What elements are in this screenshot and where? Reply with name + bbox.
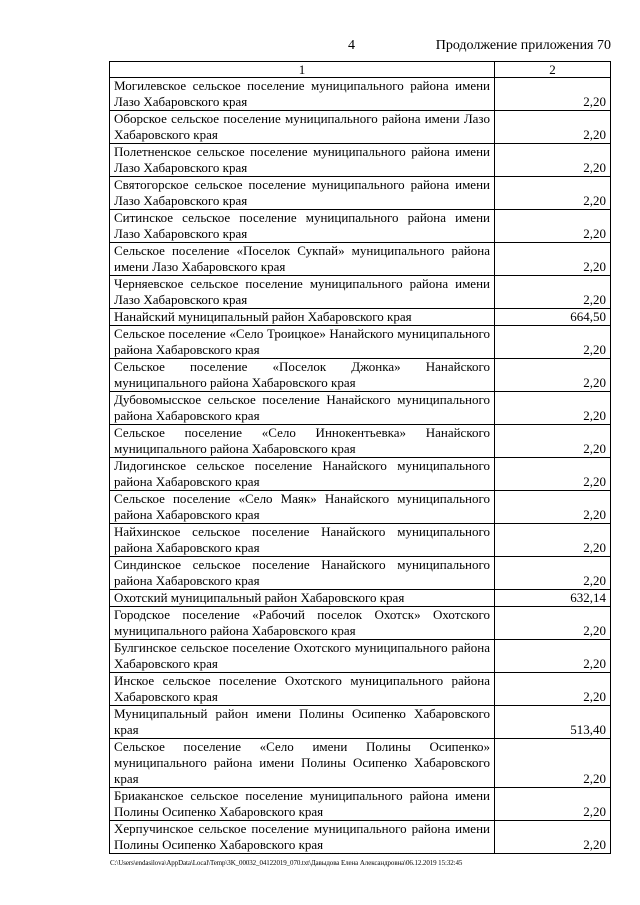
table-row <box>110 673 611 706</box>
table-row <box>110 706 611 739</box>
municipality-name-cell: Найхинское сельское поселение Нанайского муниципального района Хабаровского края <box>110 524 495 557</box>
value-cell: 2,20 <box>495 78 611 111</box>
municipality-name-cell: Сельское поселение «Поселок Сукпай» муниципального района имени Лазо Хабаровского края <box>110 243 495 276</box>
municipality-name-cell: Городское поселение «Рабочий поселок Охотск» Охотского муниципального района Хабаровского края <box>110 607 495 640</box>
table-row <box>110 144 611 177</box>
table-row <box>110 590 611 607</box>
value-cell: 513,40 <box>495 706 611 739</box>
value-cell: 2,20 <box>495 111 611 144</box>
municipality-name-cell: Сельское поселение «Село Иннокентьевка» Нанайского муниципального района Хабаровского края <box>110 425 495 458</box>
municipality-name-cell: Черняевское сельское поселение муниципального района имени Лазо Хабаровского края <box>110 276 495 309</box>
table-header-row <box>110 62 611 78</box>
municipality-name-cell: Бриаканское сельское поселение муниципального района имени Полины Осипенко Хабаровского края <box>110 788 495 821</box>
column-header-1: 1 <box>110 62 495 78</box>
value-cell: 2,20 <box>495 276 611 309</box>
table-row <box>110 524 611 557</box>
value-cell: 2,20 <box>495 210 611 243</box>
municipality-name-cell: Сельское поселение «Село Маяк» Нанайского муниципального района Хабаровского края <box>110 491 495 524</box>
municipality-name-cell: Синдинское сельское поселение Нанайского муниципального района Хабаровского края <box>110 557 495 590</box>
value-cell: 2,20 <box>495 359 611 392</box>
table-row <box>110 359 611 392</box>
municipality-name-cell: Сельское поселение «Село Троицкое» Нанайского муниципального района Хабаровского края <box>110 326 495 359</box>
municipality-name-cell: Инское сельское поселение Охотского муниципального района Хабаровского края <box>110 673 495 706</box>
table-row <box>110 425 611 458</box>
municipality-name-cell: Муниципальный район имени Полины Осипенко Хабаровского края <box>110 706 495 739</box>
value-cell: 2,20 <box>495 739 611 788</box>
value-cell: 2,20 <box>495 243 611 276</box>
value-cell: 2,20 <box>495 607 611 640</box>
column-header-2: 2 <box>495 62 611 78</box>
table-row <box>110 607 611 640</box>
value-cell: 2,20 <box>495 392 611 425</box>
municipality-name-cell: Охотский муниципальный район Хабаровского края <box>110 590 495 607</box>
table-row <box>110 557 611 590</box>
table-row <box>110 739 611 788</box>
table-row <box>110 491 611 524</box>
table-row <box>110 392 611 425</box>
value-cell: 2,20 <box>495 491 611 524</box>
value-cell: 2,20 <box>495 788 611 821</box>
table-row <box>110 788 611 821</box>
municipality-name-cell: Булгинское сельское поселение Охотского муниципального района Хабаровского края <box>110 640 495 673</box>
municipality-name-cell: Полетненское сельское поселение муниципального района имени Лазо Хабаровского края <box>110 144 495 177</box>
municipality-name-cell: Лидогинское сельское поселение Нанайского муниципального района Хабаровского края <box>110 458 495 491</box>
table-row <box>110 640 611 673</box>
page-number: 4 <box>348 38 355 53</box>
table-row <box>110 243 611 276</box>
table-row <box>110 276 611 309</box>
appendix-continuation-label: Продолжение приложения 70 <box>435 38 611 53</box>
value-cell: 632,14 <box>495 590 611 607</box>
table-row <box>110 111 611 144</box>
value-cell: 2,20 <box>495 425 611 458</box>
table-row <box>110 458 611 491</box>
table-row <box>110 326 611 359</box>
value-cell: 2,20 <box>495 177 611 210</box>
municipality-name-cell: Сельское поселение «Поселок Джонка» Нанайского муниципального района Хабаровского края <box>110 359 495 392</box>
value-cell: 2,20 <box>495 326 611 359</box>
table-row <box>110 821 611 854</box>
value-cell: 2,20 <box>495 640 611 673</box>
municipality-name-cell: Сельское поселение «Село имени Полины Осипенко» муниципального района имени Полины Осипенко Хабаровского края <box>110 739 495 788</box>
municipality-name-cell: Оборское сельское поселение муниципального района имени Лазо Хабаровского края <box>110 111 495 144</box>
table-row <box>110 309 611 326</box>
municipality-name-cell: Святогорское сельское поселение муниципального района имени Лазо Хабаровского края <box>110 177 495 210</box>
value-cell: 2,20 <box>495 557 611 590</box>
municipality-name-cell: Могилевское сельское поселение муниципального района имени Лазо Хабаровского края <box>110 78 495 111</box>
municipality-name-cell: Ситинское сельское поселение муниципального района имени Лазо Хабаровского края <box>110 210 495 243</box>
municipality-name-cell: Дубовомысское сельское поселение Нанайского муниципального района Хабаровского края <box>110 392 495 425</box>
value-cell: 2,20 <box>495 821 611 854</box>
file-path-footer: C:\Users\endasilova\AppData\Local\Temp\3K_00032_04122019_070.txt\Давыдова Елена Александровна\06.12.2019 15:32:45 <box>110 859 463 867</box>
table-row <box>110 177 611 210</box>
municipality-name-cell: Херпучинское сельское поселение муниципального района имени Полины Осипенко Хабаровского края <box>110 821 495 854</box>
value-cell: 2,20 <box>495 673 611 706</box>
value-cell: 2,20 <box>495 144 611 177</box>
table-row <box>110 210 611 243</box>
table-row <box>110 78 611 111</box>
value-cell: 2,20 <box>495 524 611 557</box>
value-cell: 664,50 <box>495 309 611 326</box>
value-cell: 2,20 <box>495 458 611 491</box>
municipality-name-cell: Нанайский муниципальный район Хабаровского края <box>110 309 495 326</box>
allocation-table <box>109 61 611 854</box>
